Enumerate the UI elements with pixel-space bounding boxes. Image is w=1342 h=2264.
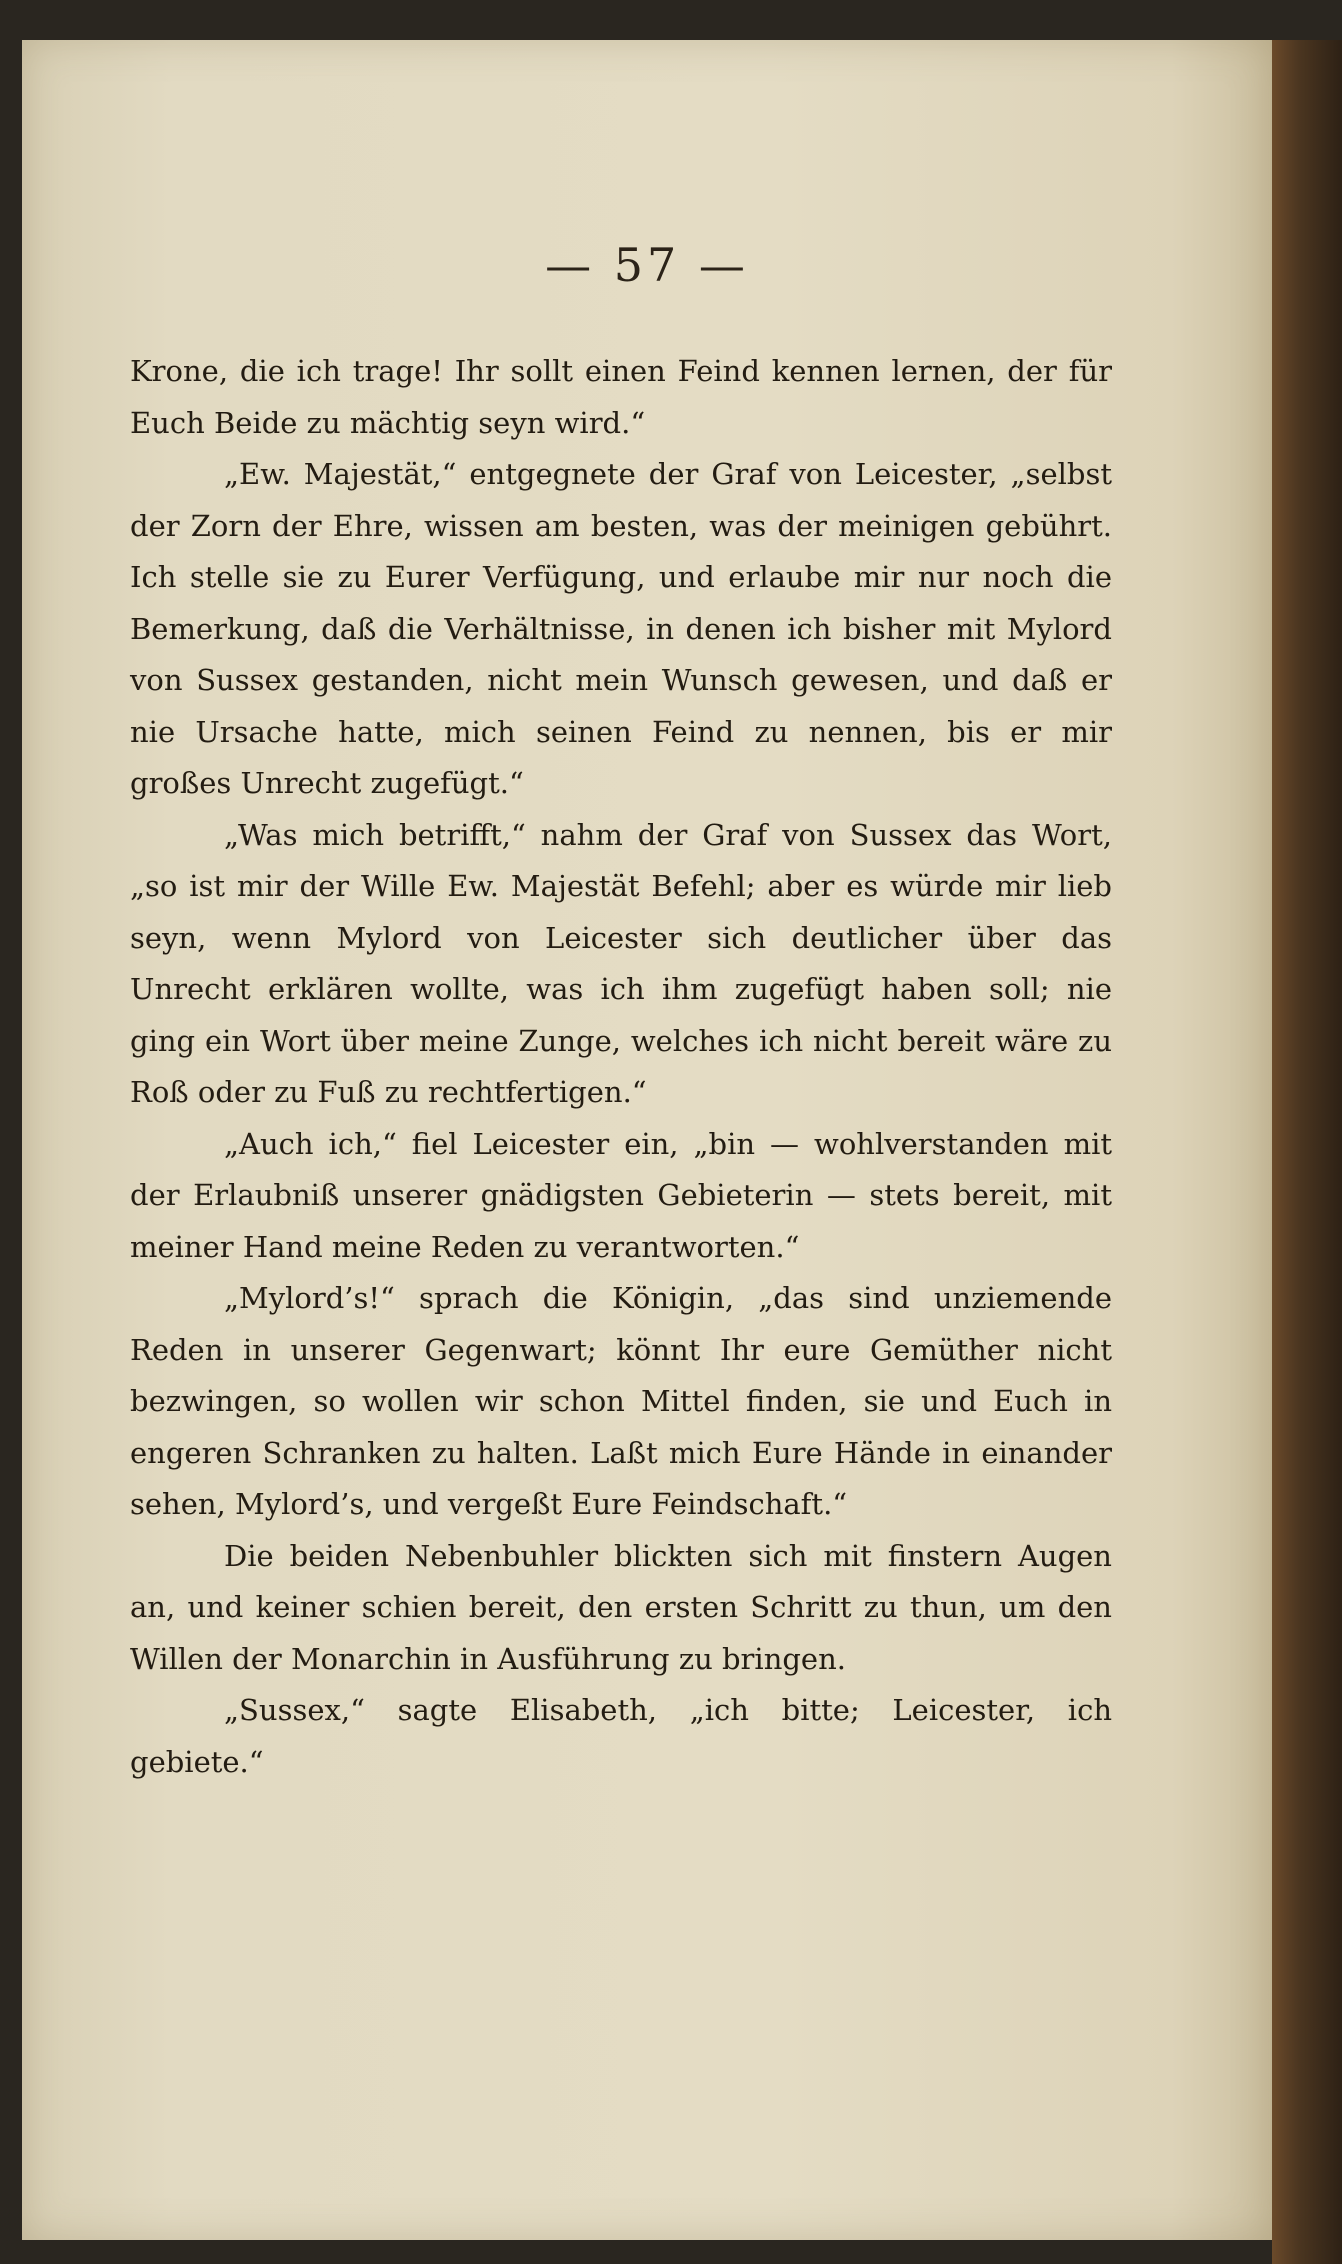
paragraph-4: „Auch ich,“ fiel Leicester ein, „bin — wohlverstanden mit der Erlaubniß unserer gnädigsten Gebieterin — stets bereit, mit meiner Hand meine Reden zu verantworten.“ [130,1126,1112,1264]
paragraph-6: Die beiden Nebenbuhler blickten sich mit finstern Augen an, und keiner schien bereit, den ersten Schritt zu thun, um den Willen der Monarchin in Ausführung zu bringen. [130,1538,1112,1676]
page-number: — 57 — [545,238,749,292]
book-edge [1272,40,1342,2264]
paragraph-2: „Ew. Majestät,“ entgegnete der Graf von Leicester, „selbst der Zorn der Ehre, wissen am besten, was der meinigen gebührt. Ich stelle sie zu Eurer Verfügung, und erlaube mir nur noch die Bemerkung, daß die Verhältnisse, in denen ich bisher mit Mylord von Sussex gestanden, nicht mein Wunsch gewesen, und daß er nie Ursache hatte, mich seinen Feind zu nennen, bis er mir großes Unrecht zugefügt.“ [130,457,1112,800]
paragraph-1: Krone, die ich trage! Ihr sollt einen Feind kennen lernen, der für Euch Beide zu mächtig seyn wird.“ [130,354,1112,440]
book-page [22,40,1272,2240]
paragraph-7: „Sussex,“ sagte Elisabeth, „ich bitte; Leicester, ich gebiete.“ [130,1693,1112,1779]
body-text [130,346,1112,1788]
paragraph-5: „Mylord’s!“ sprach die Königin, „das sind unziemende Reden in unserer Gegenwart; könnt Ihr eure Gemüther nicht bezwingen, so wollen wir schon Mittel finden, sie und Euch in engeren Schranken zu halten. Laßt mich Eure Hände in einander sehen, Mylord’s, und vergeßt Eure Feindschaft.“ [130,1281,1112,1521]
paragraph-3: „Was mich betrifft,“ nahm der Graf von Sussex das Wort, „so ist mir der Wille Ew. Majestät Befehl; aber es würde mir lieb seyn, wenn Mylord von Leicester sich deutlicher über das Unrecht erklären wollte, was ich ihm zugefügt haben soll; nie ging ein Wort über meine Zunge, welches ich nicht bereit wäre zu Roß oder zu Fuß zu rechtfertigen.“ [130,817,1112,1109]
